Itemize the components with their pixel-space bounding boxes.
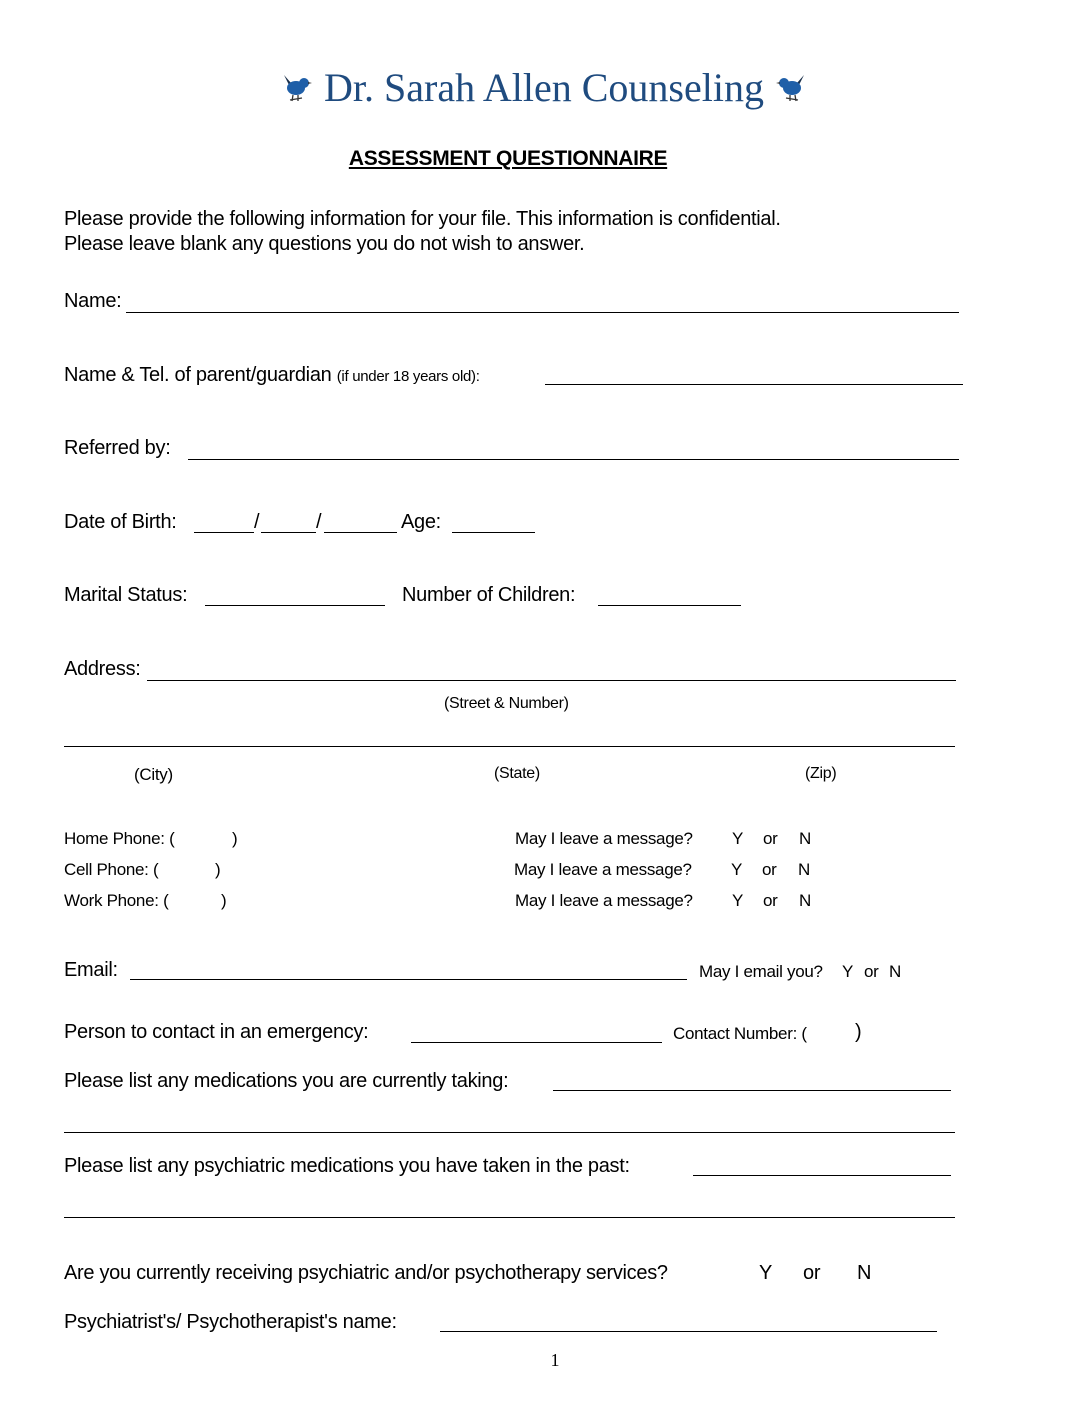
emergency-contact-label: Person to contact in an emergency: <box>64 1021 369 1043</box>
marital-status-label: Marital Status: <box>64 584 188 606</box>
age-input-line[interactable] <box>452 532 535 533</box>
email-permission-or: or <box>864 962 879 981</box>
email-input-line[interactable] <box>130 979 687 980</box>
bird-icon <box>280 71 314 105</box>
cell-message-or: or <box>762 860 777 879</box>
cell-message-question: May I leave a message? <box>514 860 692 879</box>
dob-separator: / <box>254 511 260 533</box>
children-input-line[interactable] <box>598 605 741 606</box>
contact-number-label: Contact Number: ( <box>673 1024 807 1043</box>
home-phone-label: Home Phone: ( <box>64 829 175 848</box>
services-yes[interactable]: Y <box>759 1262 773 1284</box>
home-message-no[interactable]: N <box>799 829 811 848</box>
cell-message-yes[interactable]: Y <box>731 860 743 879</box>
dob-month-line[interactable] <box>194 532 254 533</box>
current-medications-label: Please list any medications you are currently taking: <box>64 1070 509 1092</box>
email-permission-yes[interactable]: Y <box>842 962 854 981</box>
email-permission-no[interactable]: N <box>889 962 901 981</box>
dob-day-line[interactable] <box>261 532 316 533</box>
cell-message-no[interactable]: N <box>798 860 810 879</box>
home-message-or: or <box>763 829 778 848</box>
work-message-no[interactable]: N <box>799 891 811 910</box>
services-or: or <box>803 1262 821 1284</box>
past-medications-input-line-2[interactable] <box>64 1217 955 1218</box>
guardian-input-line[interactable] <box>545 384 963 385</box>
bird-icon <box>774 71 808 105</box>
guardian-note: (if under 18 years old): <box>336 368 480 385</box>
provider-name-label: Psychiatrist's/ Psychotherapist's name: <box>64 1311 397 1333</box>
dob-separator: / <box>316 511 322 533</box>
city-hint: (City) <box>134 765 173 784</box>
age-label: Age: <box>401 511 441 533</box>
intro-line-2: Please leave blank any questions you do not wish to answer. <box>64 233 585 255</box>
state-hint: (State) <box>494 765 540 782</box>
cell-phone-close: ) <box>215 860 221 879</box>
address-label: Address: <box>64 658 141 680</box>
intro-line-1: Please provide the following information for your file. This information is confidential. <box>64 208 781 230</box>
name-label: Name: <box>64 290 122 312</box>
services-no[interactable]: N <box>857 1262 872 1284</box>
past-medications-label: Please list any psychiatric medications you have taken in the past: <box>64 1155 630 1177</box>
dob-label: Date of Birth: <box>64 511 177 533</box>
marital-status-input-line[interactable] <box>205 605 385 606</box>
current-medications-input-line-2[interactable] <box>64 1132 955 1133</box>
form-title: ASSESSMENT QUESTIONNAIRE <box>348 147 668 170</box>
home-message-yes[interactable]: Y <box>732 829 744 848</box>
practice-name: Dr. Sarah Allen Counseling <box>324 65 764 110</box>
dob-year-line[interactable] <box>324 532 397 533</box>
children-label: Number of Children: <box>402 584 576 606</box>
street-input-line[interactable] <box>147 680 956 681</box>
city-state-zip-input-line[interactable] <box>64 746 955 747</box>
email-permission-question: May I email you? <box>699 962 823 981</box>
provider-name-input-line[interactable] <box>440 1331 937 1332</box>
work-phone-close: ) <box>221 891 227 910</box>
emergency-contact-input-line[interactable] <box>411 1042 662 1043</box>
name-input-line[interactable] <box>126 312 959 313</box>
work-message-or: or <box>763 891 778 910</box>
current-medications-input-line[interactable] <box>553 1090 951 1091</box>
home-message-question: May I leave a message? <box>515 829 693 848</box>
street-hint: (Street & Number) <box>444 695 569 712</box>
referred-by-input-line[interactable] <box>188 459 959 460</box>
work-phone-label: Work Phone: ( <box>64 891 169 910</box>
cell-phone-label: Cell Phone: ( <box>64 860 159 879</box>
work-message-yes[interactable]: Y <box>732 891 744 910</box>
home-phone-close: ) <box>232 829 238 848</box>
page-number: 1 <box>550 1350 560 1370</box>
practice-header <box>0 64 1088 111</box>
guardian-label <box>64 364 480 387</box>
contact-number-close: ) <box>855 1021 862 1043</box>
email-label: Email: <box>64 959 118 981</box>
services-question: Are you currently receiving psychiatric and/or psychotherapy services? <box>64 1262 668 1284</box>
work-message-question: May I leave a message? <box>515 891 693 910</box>
zip-hint: (Zip) <box>805 765 837 782</box>
referred-by-label: Referred by: <box>64 437 171 459</box>
guardian-label-text: Name & Tel. of parent/guardian <box>64 364 332 386</box>
past-medications-input-line[interactable] <box>693 1175 951 1176</box>
